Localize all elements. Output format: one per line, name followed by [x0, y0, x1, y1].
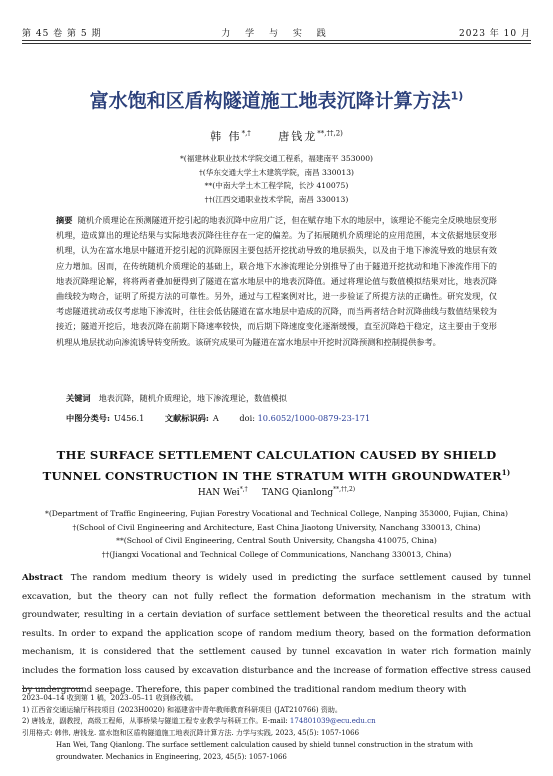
email-link[interactable]: 174801039@ecu.edu.cn	[289, 717, 376, 726]
author-name: TANG Qianlong	[261, 488, 334, 498]
abstract-chinese	[56, 213, 497, 350]
affiliation: ††(江西交通职业技术学院，南昌 330013)	[204, 194, 349, 204]
footnote-rule	[22, 688, 82, 689]
classification-line	[66, 413, 370, 424]
author-name: 唐钱龙	[278, 130, 318, 143]
citation-english-cont: groundwater. Mechanics in Engineering, 2023, 45(5): 1057-1066	[56, 752, 287, 761]
keywords-label: 关键词	[66, 393, 91, 403]
journal-name: 力 学 与 实 践	[221, 29, 332, 39]
abstract-text: The random medium theory is widely used in predicting the surface settlement caused by tunnel excavation, but the theory can not fully reflect the formation deformation mechanism in the stratum with groundwater, resulting in a certain deviation of surface settlement between the theoretical results and the actual results. In order to expand the application scope of random medium theory, based on the formation deformation mechanism, it is considered that the settlement caused by tunnel excavation in water rich formation mainly includes the formation loss caused by excavation disturbance and the increase of formation effective stress caused by underground seepage. Therefore, this paper combined the traditional random medium theory with	[22, 573, 531, 695]
author-name: HAN Wei	[197, 488, 240, 498]
doc-code-value: A	[212, 413, 219, 423]
affiliation: **(中南大学土木工程学院，长沙 410075)	[204, 181, 349, 191]
affiliation: **(School of Civil Engineering, Central South University, Changsha 410075, China)	[116, 536, 437, 546]
affiliation: †(School of Civil Engineering and Architecture, East China Jiaotong University, Nanchang 330013, China)	[72, 522, 481, 532]
abstract-label: 摘要	[56, 215, 73, 225]
received-date: 2023–04–14 收到第 1 稿，2023–05–11 收到修改稿。	[22, 694, 198, 702]
header-rule	[22, 40, 531, 41]
doc-code-label: 文献标识码:	[164, 413, 209, 423]
affiliation: *(Department of Traffic Engineering, Fujian Forestry Vocational and Technical College, Nanping 353000, Fujian, China)	[45, 509, 508, 518]
citation-chinese: 引用格式: 韩伟, 唐钱龙. 富水饱和区盾构隧道施工地表沉降计算方法. 力学与实践, 2023, 45(5): 1057-1066	[22, 729, 360, 738]
affiliation: *(福建林业职业技术学院交通工程系，福建南平 353000)	[180, 154, 373, 163]
title-english	[0, 446, 553, 485]
keywords-text: 地表沉降，随机介质理论，地下渗流理论，数值模拟	[98, 393, 287, 403]
abstract-text: 随机介质理论在预测隧道开挖引起的地表沉降中应用广泛，但在赋存地下水的地层中，该理论不能完全反映地层变形机理，造成算出的理论结果与实际地表沉降往往存在一定的偏差。为了拓展随机介质理论的应用范围，本文依据地层变形机理，认为在富水地层中隧道开挖引起的沉降原因主要包括开挖扰动导致的地层损失，以及由于地下渗流导致的地层有效应力增加。因而，在传统随机介质理论的基础上，联合地下水渗流理论分别推导了由于隧道开挖扰动和地下渗流作用下的地表沉降理论解，将将两者叠加便得到了隧道在富水地层中的地表沉降值。通过将理论值与数值模拟结果对比，地表沉降曲线较为吻合，证明了所提方法的可靠性。另外，通过与工程案例对比，进一步验证了所提方法的正确性。研究发现，仅考虑隧道扰动或仅考虑地下渗流时，往往会低估隧道在富水地层中造成的沉降，而当两者结合时沉降曲线与数值结果较为接近；隧道开挖后，地表沉降在前期下降速率较快，而后期下降速度变化逐渐缓慢，直至沉降趋于稳定，这主要由于变形机理从地层扰动向渗流诱导转变所致。该研究成果可为隧道在富水地层中开挖时沉降预测和控制提供参考。	[56, 215, 497, 347]
abstract-label: Abstract	[22, 573, 63, 583]
funding-note: 1) 江西省交通运输厅科技项目 (2023H0020) 和福建省中青年教师教育科研项目 (JAT210766) 资助。	[22, 705, 342, 714]
citation-english: Han Wei, Tang Qianlong. The surface settlement calculation caused by shield tunnel construction in the stratum with	[56, 740, 474, 749]
abstract-english	[22, 569, 531, 699]
issue-date: 2023 年 10 月	[459, 29, 531, 39]
author-sup: *,†	[241, 129, 251, 138]
affiliation: †(华东交通大学土木建筑学院，南昌 330013)	[198, 167, 355, 177]
author-name: 韩 伟	[210, 130, 242, 143]
running-header	[22, 26, 531, 38]
clc-value: U456.1	[113, 413, 145, 423]
author-sup: *,†	[239, 486, 248, 493]
affiliations-chinese	[0, 152, 553, 206]
header-rule-thin	[22, 43, 531, 44]
title-english-line: TUNNEL CONSTRUCTION IN THE STRATUM WITH GROUNDWATER	[42, 468, 502, 483]
keywords-chinese	[66, 393, 287, 404]
authors-chinese	[0, 128, 553, 144]
authors-english	[0, 486, 553, 498]
author-sup: **,††,2)	[317, 129, 343, 138]
title-english-line: THE SURFACE SETTLEMENT CALCULATION CAUSED BY SHIELD	[56, 448, 497, 462]
author-sup: **,††,2)	[333, 486, 356, 493]
title-footnote-mark: 1)	[501, 468, 511, 477]
volume-issue: 第 45 卷 第 5 期	[22, 29, 102, 39]
affiliation: ††(Jiangxi Vocational and Technical College of Communications, Nanchang 330013, China)	[101, 549, 452, 559]
footnotes	[22, 693, 531, 763]
clc-label: 中图分类号:	[66, 413, 110, 423]
doi-link[interactable]: 10.6052/1000-0879-23-171	[257, 413, 371, 423]
affiliations-english	[0, 507, 553, 561]
title-chinese: 富水饱和区盾构隧道施工地表沉降计算方法$^{1)}$	[89, 89, 464, 112]
title-footnote-mark: 1)	[450, 89, 464, 103]
doi-label: doi:	[239, 413, 255, 423]
author-note: 2) 唐钱龙，副教授，高级工程师，从事桥梁与隧道工程专业教学与科研工作。E-mail: 174801039@ecu.edu.cn	[22, 717, 376, 726]
